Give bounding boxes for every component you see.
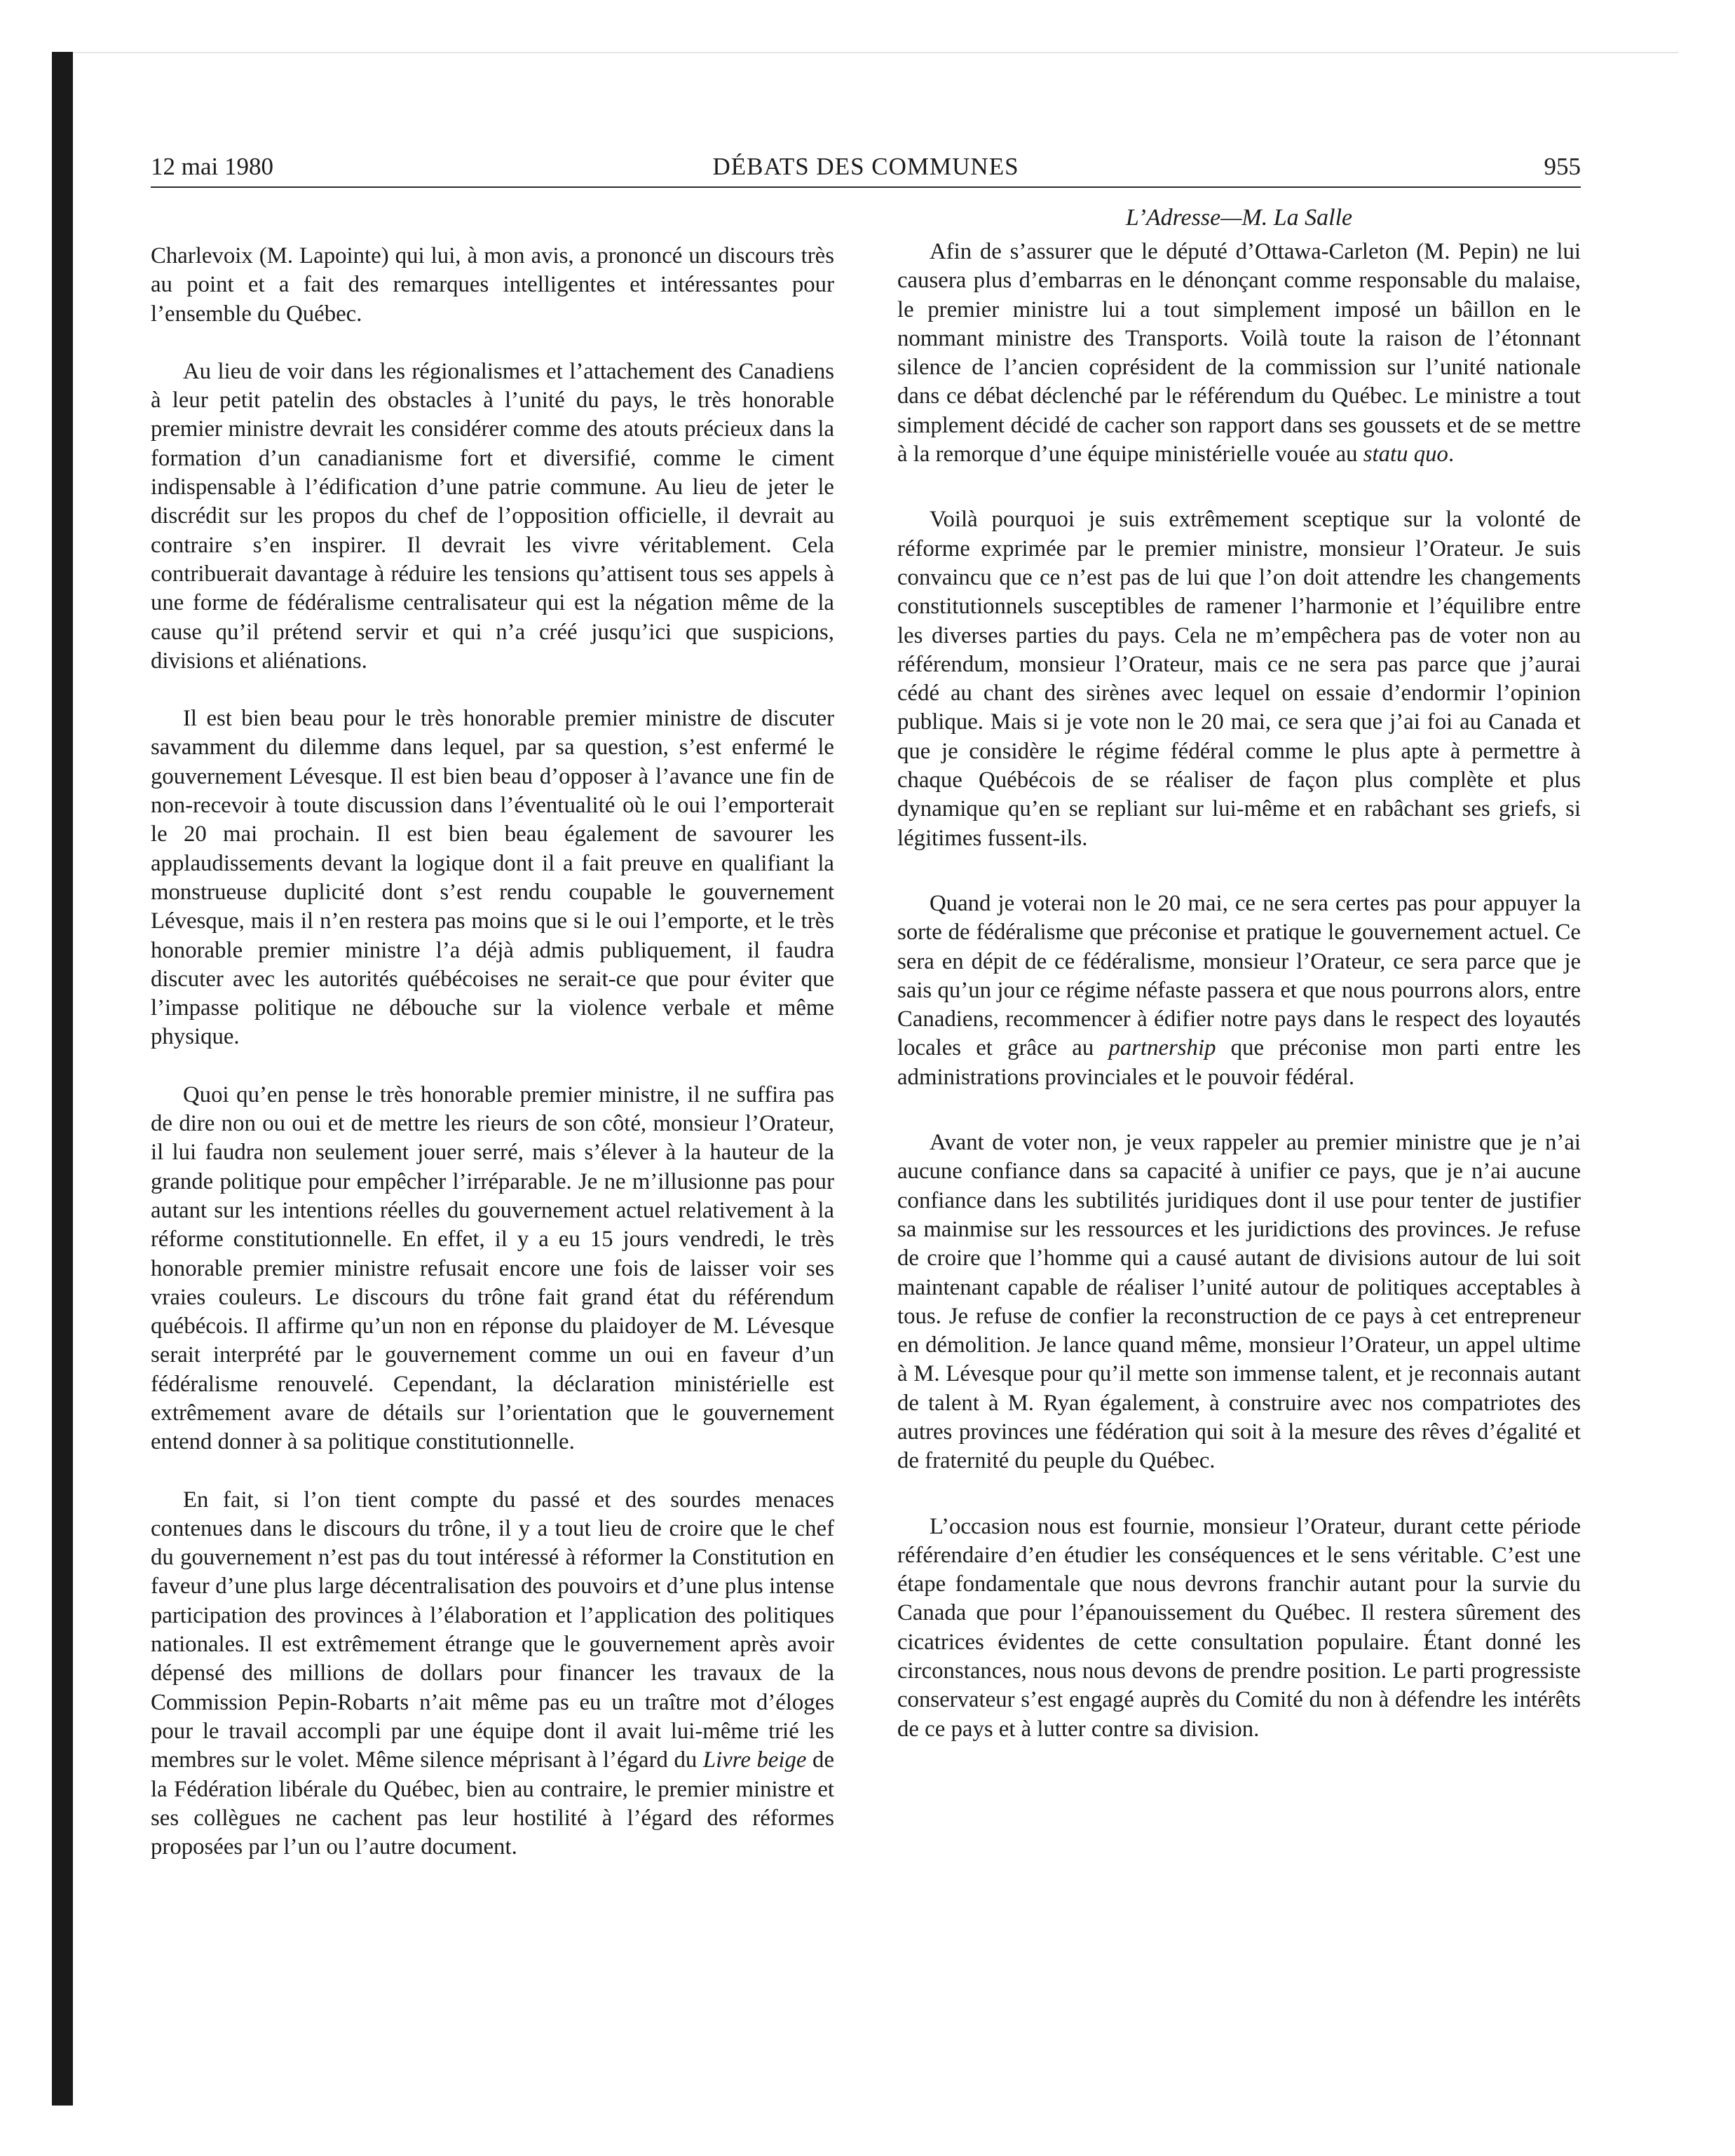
right-column: [897, 203, 1581, 1780]
paragraph-text: de la Fédération libérale du Québec, bien au contraire, le premier ministre et ses collègues ne cachent pas leur hostilité à l’égard des réformes proposées par l’un ou l’autre document.: [151, 1747, 834, 1860]
paragraph: Quoi qu’en pense le très honorable premier ministre, il ne suffira pas de dire non ou oui et de mettre les rieurs de son côté, monsieur l’Orateur, il lui faudra non seulement jouer serré, mais s’élever à la hauteur de la grande politique pour empêcher l’irréparable. Je ne m’illusionne pas pour autant sur les intentions réelles du gouvernement actuel relativement à la réforme constitutionnelle. En effet, il y a eu 15 jours vendredi, le très honorable premier ministre refusait encore une fois de laisser voir ses vraies couleurs. Le discours du trône fait grand état du référendum québécois. Il affirme qu’un non en réponse du plaidoyer de M. Lévesque serait interprété par le gouvernement comme un oui en faveur d’un fédéralisme renouvelé. Cependant, la déclaration ministérielle est extrêmement avare de détails sur l’orientation que le gouvernement entend donner à sa politique constitutionnelle.: [151, 1082, 834, 1455]
paragraph: [897, 889, 1581, 1092]
paragraph: [151, 1486, 834, 1862]
scan-top-edge: [73, 52, 1678, 53]
paragraph-text: .: [1448, 442, 1455, 468]
paragraph: L’occasion nous est fournie, monsieur l’Orateur, durant cette période référendaire d’en étudier les conséquences et le sens véritable. C’est une étape fondamentale que nous devrons franchir autant pour la survie du Canada que pour l’épanouissement du Québec. Il restera sûrement des cicatrices évidentes de cette consultation populaire. Étant donné les circonstances, nous nous devons de prendre position. Le parti progressiste conservateur s’est engagé auprès du Comité du non à défendre les intérêts de ce pays et à lutter contre sa division.: [897, 1513, 1581, 1742]
italic-phrase: partnership: [1108, 1035, 1216, 1061]
paragraph-text: Afin de s’assurer que le député d’Ottawa-Carleton (M. Pepin) ne lui causera plus d’embarras en le dénonçant comme responsable du malaise, le premier ministre lui a tout simplement imposé un bâillon en le nommant ministre des Transports. Voilà toute la raison de l’étonnant silence de l’ancien coprésident de la commission sur l’unité nationale dans ce débat déclenché par le référendum du Québec. Le ministre a tout simplement décidé de cacher son rapport dans ses goussets et de se mettre à la remorque d’une équipe ministérielle vouée au: [897, 239, 1581, 468]
paragraph: Il est bien beau pour le très honorable premier ministre de discuter savamment du dilemme dans lequel, par sa question, s’est enfermé le gouvernement Lévesque. Il est bien beau d’opposer à l’avance une fin de non-recevoir à toute discussion dans l’éventualité où le oui l’emporterait le 20 mai prochain. Il est bien beau également de savourer les applaudissements devant la logique dont il a fait preuve en qualifiant la monstrueuse duplicité dont s’est rendu coupable le gouvernement Lévesque, mais il n’en restera pas moins que si le oui l’emporte, et le très honorable premier ministre l’a déjà admis publiquement, il faudra discuter avec les autorités québécoises ne serait-ce que pour éviter que l’impasse politique ne débouche sur la violence verbale et même physique.: [151, 706, 834, 1050]
page-number: 955: [1544, 153, 1581, 180]
header-rule: [151, 186, 1581, 188]
paragraph-text: En fait, si l’on tient compte du passé et des sourdes menaces contenues dans le discours du trône, il y a tout lieu de croire que le chef du gouvernement n’est pas du tout intéressé à réformer la Constitution en faveur d’une plus large décentralisation des pouvoirs et d’une plus intense participation des provinces à l’élaboration et l’application des politiques nationales. Il est extrêmement étrange que le gouvernement après avoir dépensé des millions de dollars pour financer les travaux de la Commission Pepin-Robarts n’ait même pas eu un traître mot d’éloges pour le travail accompli par une équipe dont il avait lui-même trié les membres sur le volet. Même silence méprisant à l’égard du: [151, 1487, 834, 1773]
italic-title: Livre beige: [702, 1747, 807, 1773]
paragraph: Charlevoix (M. Lapointe) qui lui, à mon avis, a prononcé un discours très au point et a fait des remarques intelligentes et intéressantes pour l’ensemble du Québec.: [151, 243, 834, 327]
running-head: [151, 150, 1581, 184]
paragraph: Avant de voter non, je veux rappeler au premier ministre que je n’ai aucune confiance dans sa capacité à unifier ce pays, que je n’ai aucune confiance dans les subtilités juridiques dont il use pour tenter de justifier sa mainmise sur les ressources et les juridictions des provinces. Je refuse de croire que l’homme qui a causé autant de divisions autour de lui soit maintenant capable de réaliser l’unité autour de politiques acceptables à tous. Je refuse de confier la reconstruction de ce pays à cet entrepreneur en démolition. Je lance quand même, monsieur l’Orateur, un appel ultime à M. Lévesque pour qu’il mette son immense talent, et je reconnais autant de talent à M. Ryan également, à construire avec nos compatriotes des autres provinces une fédération qui soit à la mesure des rêves d’égalité et de fraternité du peuple du Québec.: [897, 1130, 1581, 1474]
section-subhead: L’Adresse—M. La Salle: [1125, 205, 1353, 231]
left-column: [151, 242, 834, 1890]
header-title: DÉBATS DES COMMUNES: [712, 153, 1019, 180]
paragraph: Au lieu de voir dans les régionalismes et l’attachement des Canadiens à leur petit patelin des obstacles à l’unité du pays, le très honorable premier ministre devrait les considérer comme des atouts précieux dans la formation d’un canadianisme fort et diversifié, comme le ciment indispensable à l’édification d’une patrie commune. Au lieu de jeter le discrédit sur les propos du chef de l’opposition officielle, il devrait au contraire s’en inspirer. Il devrait les vivre véritablement. Cela contribuerait davantage à réduire les tensions qu’attisent tous ses appels à une forme de fédéralisme centralisateur qui est la négation même de la cause qu’il prétend servir et qui n’a créé jusqu’ici que suspicions, divisions et aliénations.: [151, 358, 834, 674]
document-page: [151, 150, 1581, 2092]
italic-phrase: statu quo: [1363, 442, 1448, 468]
paragraph: [897, 238, 1581, 469]
scan-edge-bar: [52, 52, 73, 2106]
paragraph-text: que préconise mon parti entre les administrations provinciales et le pouvoir fédéral.: [897, 1035, 1581, 1090]
paragraph-text: Quand je voterai non le 20 mai, ce ne sera certes pas pour appuyer la sorte de fédéralisme que préconise et pratique le gouvernement actuel. Ce sera en dépit de ce fédéralisme, monsieur l’Orateur, ce sera parce que je sais qu’un jour ce régime néfaste passera et que nous pourrons alors, entre Canadiens, recommencer à édifier notre pays dans le respect des loyautés locales et grâce au: [897, 890, 1581, 1061]
paragraph: Voilà pourquoi je suis extrêmement sceptique sur la volonté de réforme exprimée par le premier ministre, monsieur l’Orateur. Je suis convaincu que ce n’est pas de lui que l’on doit attendre les changements constitutionnels susceptibles de ramener l’harmonie et l’équilibre entre les diverses parties du pays. Cela ne m’empêchera pas de voter non au référendum, monsieur l’Orateur, mais ce ne sera pas parce que j’aurai cédé au chant des sirènes avec lequel on essaie d’endormir l’opinion publique. Mais si je vote non le 20 mai, ce sera que j’ai foi au Canada et que je considère le régime fédéral comme le plus apte à permettre à chaque Québécois de se réaliser de façon plus complète et plus dynamique qu’en se repliant sur lui-même et en rabâchant ses griefs, si légitimes fussent-ils.: [897, 507, 1581, 851]
header-date: 12 mai 1980: [151, 153, 273, 180]
